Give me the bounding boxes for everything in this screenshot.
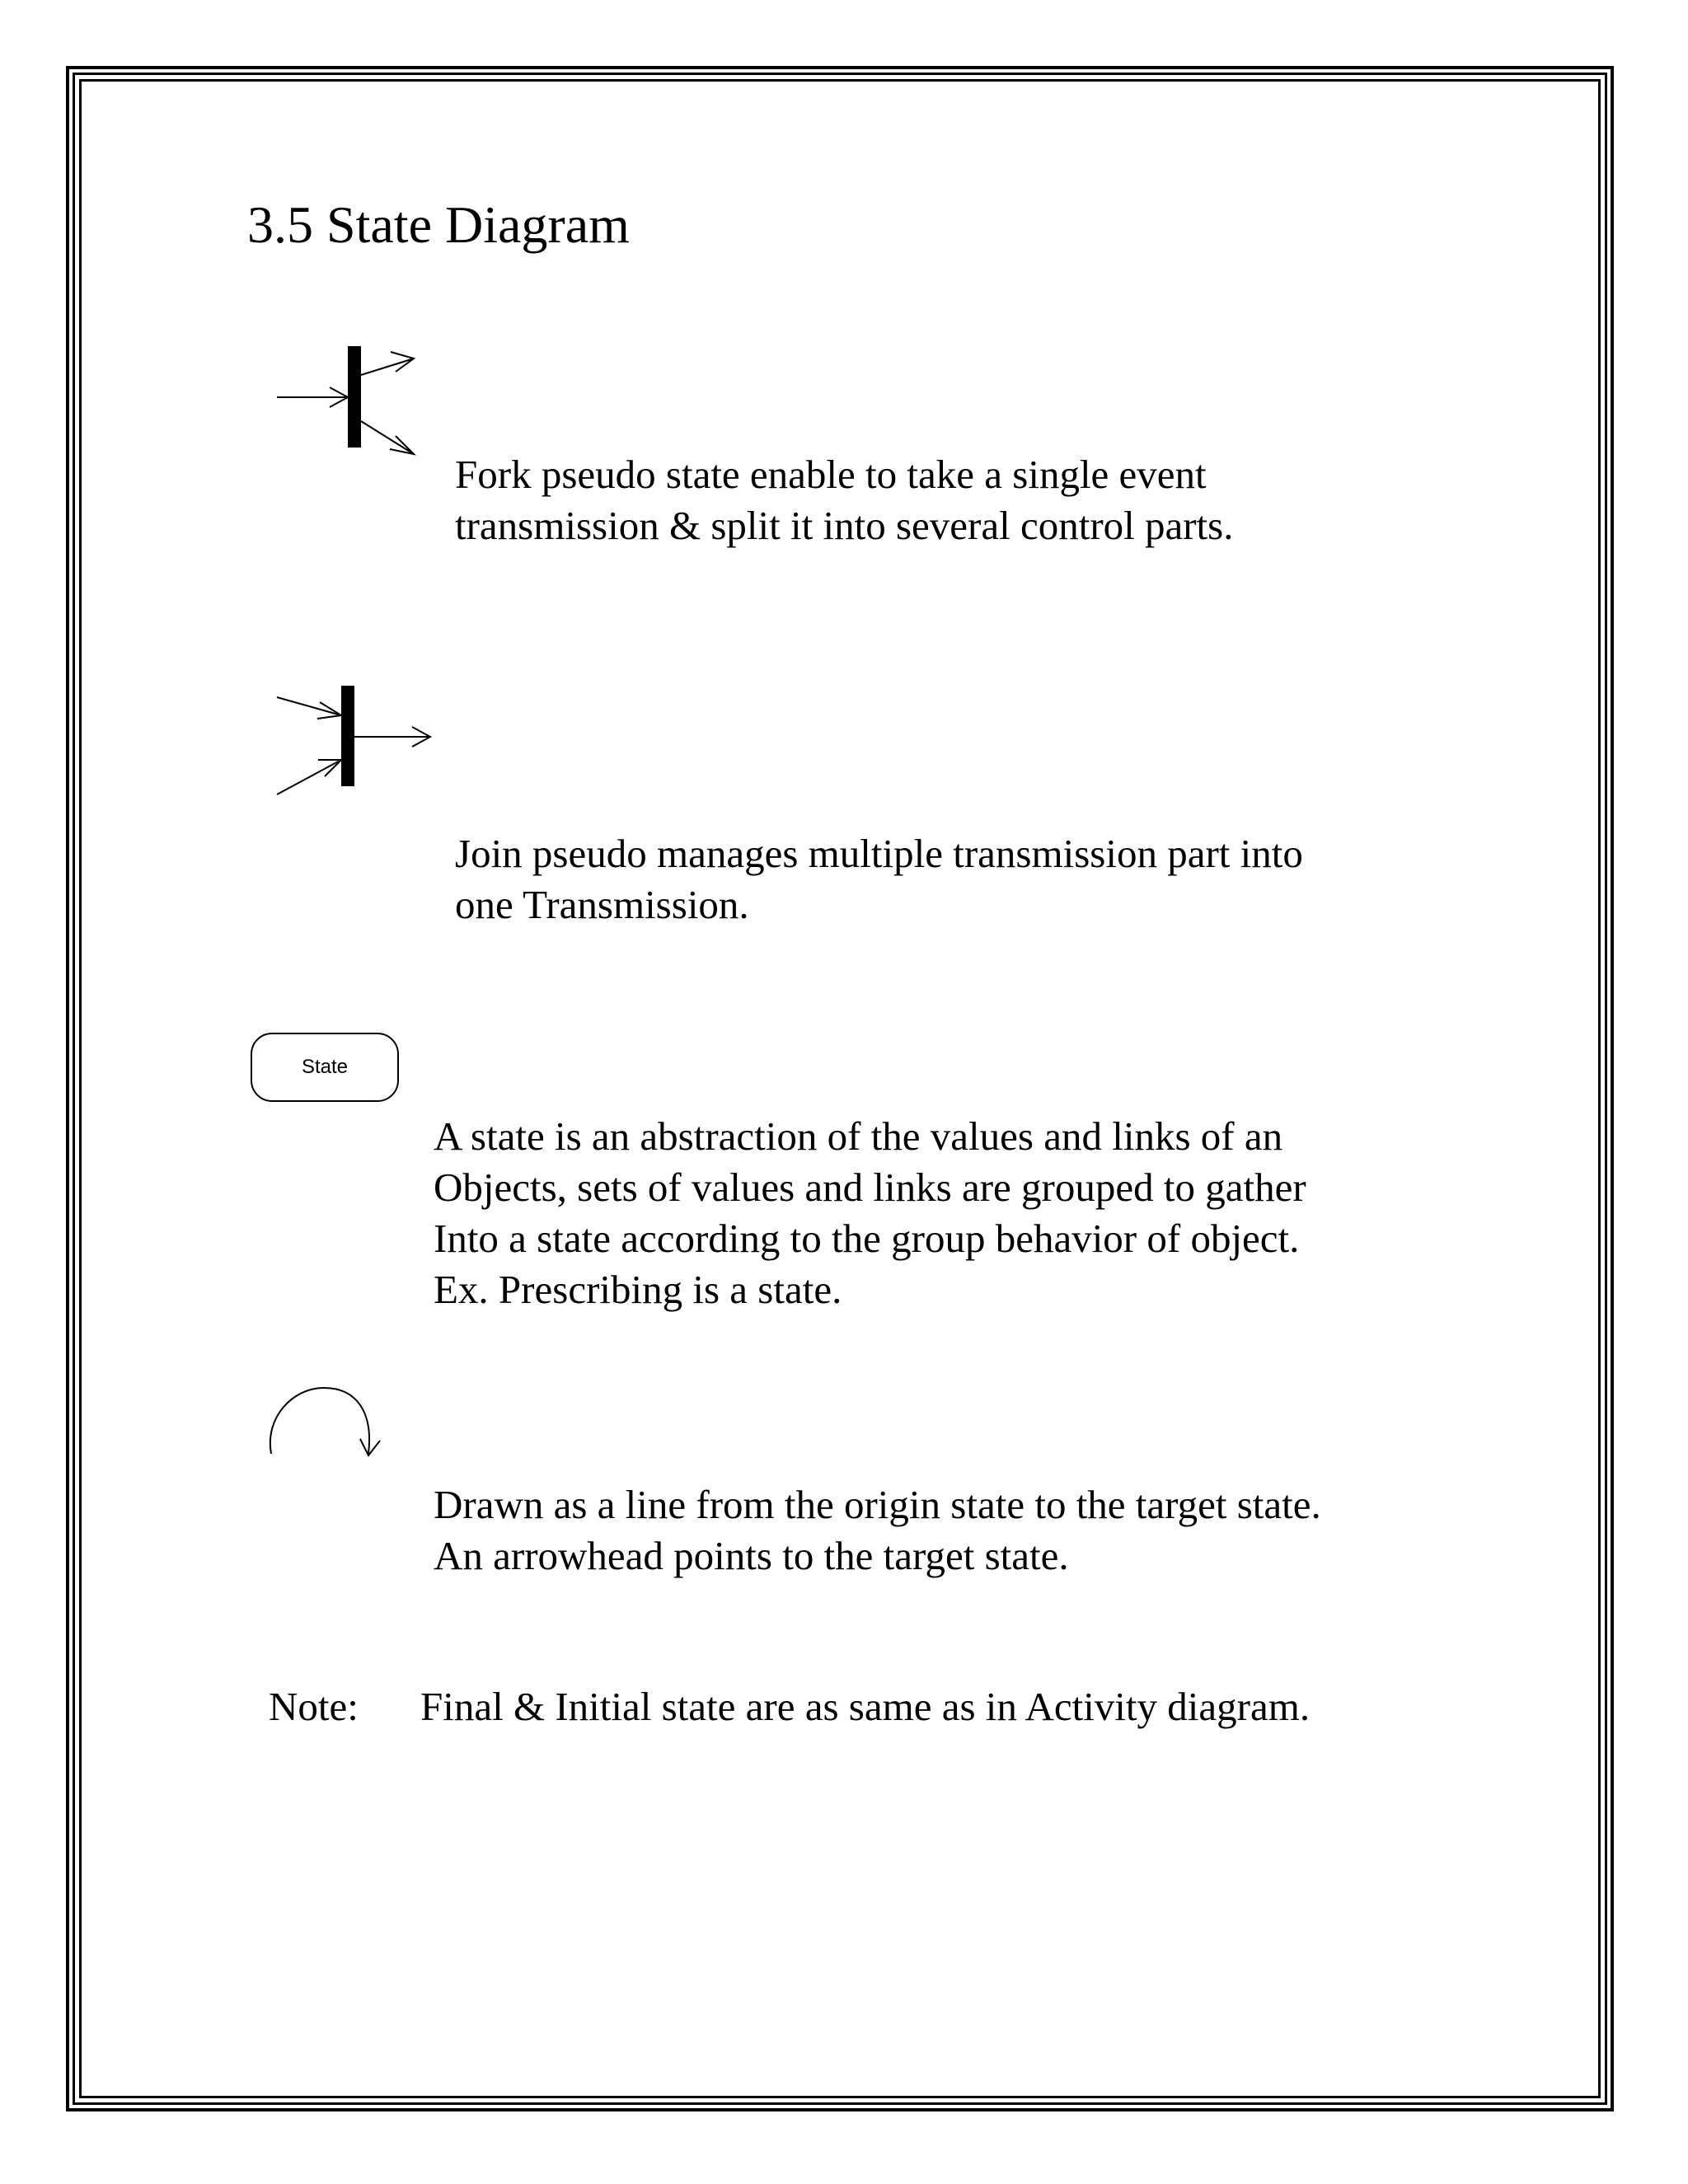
transition-line-1: Drawn as a line from the origin state to the target state.	[434, 1482, 1321, 1527]
fork-pseudo-state-icon	[272, 342, 420, 466]
fork-line-2: transmission & split it into several control parts.	[455, 503, 1234, 548]
state-line-2: Objects, sets of values and links are grouped to gather	[434, 1165, 1306, 1210]
fork-description	[455, 449, 1234, 551]
join-line-1: Join pseudo manages multiple transmission part into	[455, 831, 1303, 876]
note-text: Final & Initial state are as same as in Activity diagram.	[420, 1684, 1311, 1729]
page-title: 3.5 State Diagram	[247, 195, 630, 254]
join-pseudo-state-icon	[272, 684, 437, 799]
transition-line-2: An arrowhead points to the target state.	[434, 1533, 1069, 1578]
join-line-2: one Transmission.	[455, 882, 749, 927]
join-description	[455, 828, 1303, 930]
state-line-4: Ex. Prescribing is a state.	[434, 1267, 842, 1312]
transition-arrow-icon	[260, 1376, 392, 1475]
state-description	[434, 1111, 1306, 1315]
fork-line-1: Fork pseudo state enable to take a single event	[455, 452, 1207, 497]
transition-description	[434, 1479, 1321, 1582]
state-box-icon	[251, 1033, 399, 1102]
note-label: Note:	[269, 1684, 359, 1729]
state-box-label: State	[301, 1056, 349, 1078]
state-line-3: Into a state according to the group behavior of object.	[434, 1216, 1300, 1261]
state-line-1: A state is an abstraction of the values and links of an	[434, 1113, 1283, 1159]
